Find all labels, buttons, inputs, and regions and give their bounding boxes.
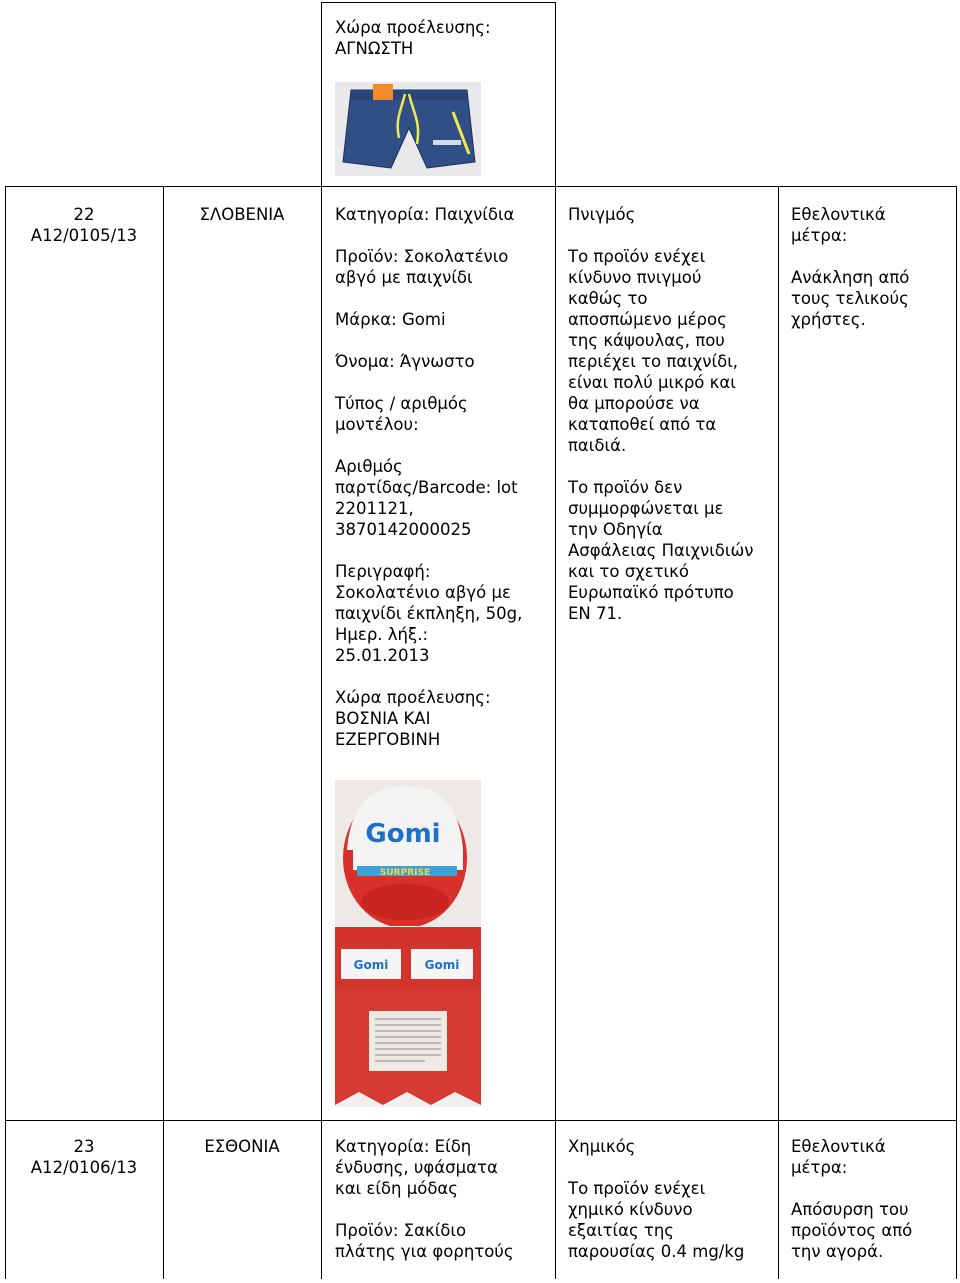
notifying-country: ΕΣΘΟΝΙΑ (204, 1137, 280, 1156)
blue-shorts-image (335, 82, 481, 176)
risk-description: Το προϊόν ενέχει κίνδυνο πνιγμού καθώς το αποσπώμενο μέρος της κάψουλας, που περιέχει το παιχνίδι, είναι πολύ μικρό και θα μπορούσε να καταποθεί από τα παιδιά. (568, 247, 739, 455)
risk-compliance: Το προϊόν δεν συμμορφώνεται με την Οδηγία Ασφάλειας Παιχνιδιών και το σχετικό Ευρωπαϊκό πρότυπο EN 71. (568, 478, 754, 623)
svg-text:Gomi: Gomi (424, 958, 460, 972)
egg-icon (335, 780, 481, 926)
col-border-4 (778, 186, 779, 1279)
row-23-product-cell (335, 1136, 553, 1283)
measures-text: Απόσυρση του προϊόντος από την αγορά. (791, 1200, 913, 1261)
row-23-measures-cell (791, 1136, 953, 1283)
row-22-product-cell (335, 204, 553, 771)
product-name: Όνομα: Άγνωστο (335, 352, 475, 371)
row-22-measures-cell (791, 204, 953, 351)
measures-text: Ανάκληση από τους τελικούς χρήστες. (791, 268, 910, 329)
product-brand: Μάρκα: Gomi (335, 310, 446, 329)
row-23-country-cell (163, 1136, 321, 1157)
col-border-1 (163, 186, 164, 1279)
origin-label: Χώρα προέλευσης: (335, 18, 491, 37)
svg-text:Gomi: Gomi (365, 819, 441, 849)
top-origin-cell (335, 17, 550, 59)
blue-shorts-icon (335, 82, 481, 176)
measures-title: Εθελοντικά μέτρα: (791, 205, 886, 245)
wrapper-icon (335, 927, 481, 1107)
col-border-0 (5, 186, 6, 1279)
table-top-border (321, 2, 556, 3)
col-border-2 (321, 186, 322, 1279)
svg-text:SURPRISE: SURPRISE (379, 868, 431, 878)
product-category: Κατηγορία: Παιχνίδια (335, 205, 515, 224)
product-type: Προϊόν: Σοκολατένιο αβγό με παιχνίδι (335, 247, 509, 287)
row-divider-22 (5, 186, 957, 187)
row-22-risk-cell (568, 204, 773, 645)
product-description: Περιγραφή: Σοκολατένιο αβγό με παιχνίδι έκπληξη, 50g, Ημερ. λήξ.: 25.01.2013 (335, 562, 523, 665)
svg-text:Gomi: Gomi (353, 958, 389, 972)
product-origin: Χώρα προέλευσης: ΒΟΣΝΙΑ ΚΑΙ ΕΖΕΡΓΟΒΙΝΗ (335, 688, 491, 749)
col-border-5 (956, 186, 957, 1279)
measures-title: Εθελοντικά μέτρα: (791, 1137, 886, 1177)
row-22-id-cell (5, 204, 163, 246)
row-22-country-cell (163, 204, 321, 225)
col-border-3 (555, 186, 556, 1279)
alert-reference: A12/0105/13 (30, 226, 138, 245)
notifying-country: ΣΛΟΒΕΝΙΑ (199, 205, 285, 224)
row-23-risk-cell (568, 1136, 773, 1283)
product-batch: Αριθμός παρτίδας/Barcode: lot 2201121, 3870142000025 (335, 457, 518, 539)
risk-type: Χημικός (568, 1137, 636, 1156)
product-type: Προϊόν: Σακίδιο πλάτης για φορητούς (335, 1221, 514, 1261)
risk-type: Πνιγμός (568, 205, 636, 224)
chocolate-egg-image (335, 780, 481, 926)
origin-value: ΑΓΝΩΣΤΗ (335, 39, 414, 58)
risk-description: Το προϊόν ενέχει χημικό κίνδυνο εξαιτίας της παρουσίας 0.4 mg/kg (568, 1179, 745, 1261)
product-model: Τύπος / αριθμός μοντέλου: (335, 394, 468, 434)
alert-number: 22 (73, 205, 95, 224)
row-23-id-cell (5, 1136, 163, 1178)
alert-number: 23 (73, 1137, 95, 1156)
row-divider-23 (5, 1120, 957, 1121)
egg-wrapper-image (335, 927, 481, 1107)
col-border-top-left (321, 2, 322, 186)
alert-reference: A12/0106/13 (30, 1158, 138, 1177)
product-category: Κατηγορία: Είδη ένδυσης, υφάσματα και είδη μόδας (335, 1137, 498, 1198)
col-border-top-right (555, 2, 556, 186)
